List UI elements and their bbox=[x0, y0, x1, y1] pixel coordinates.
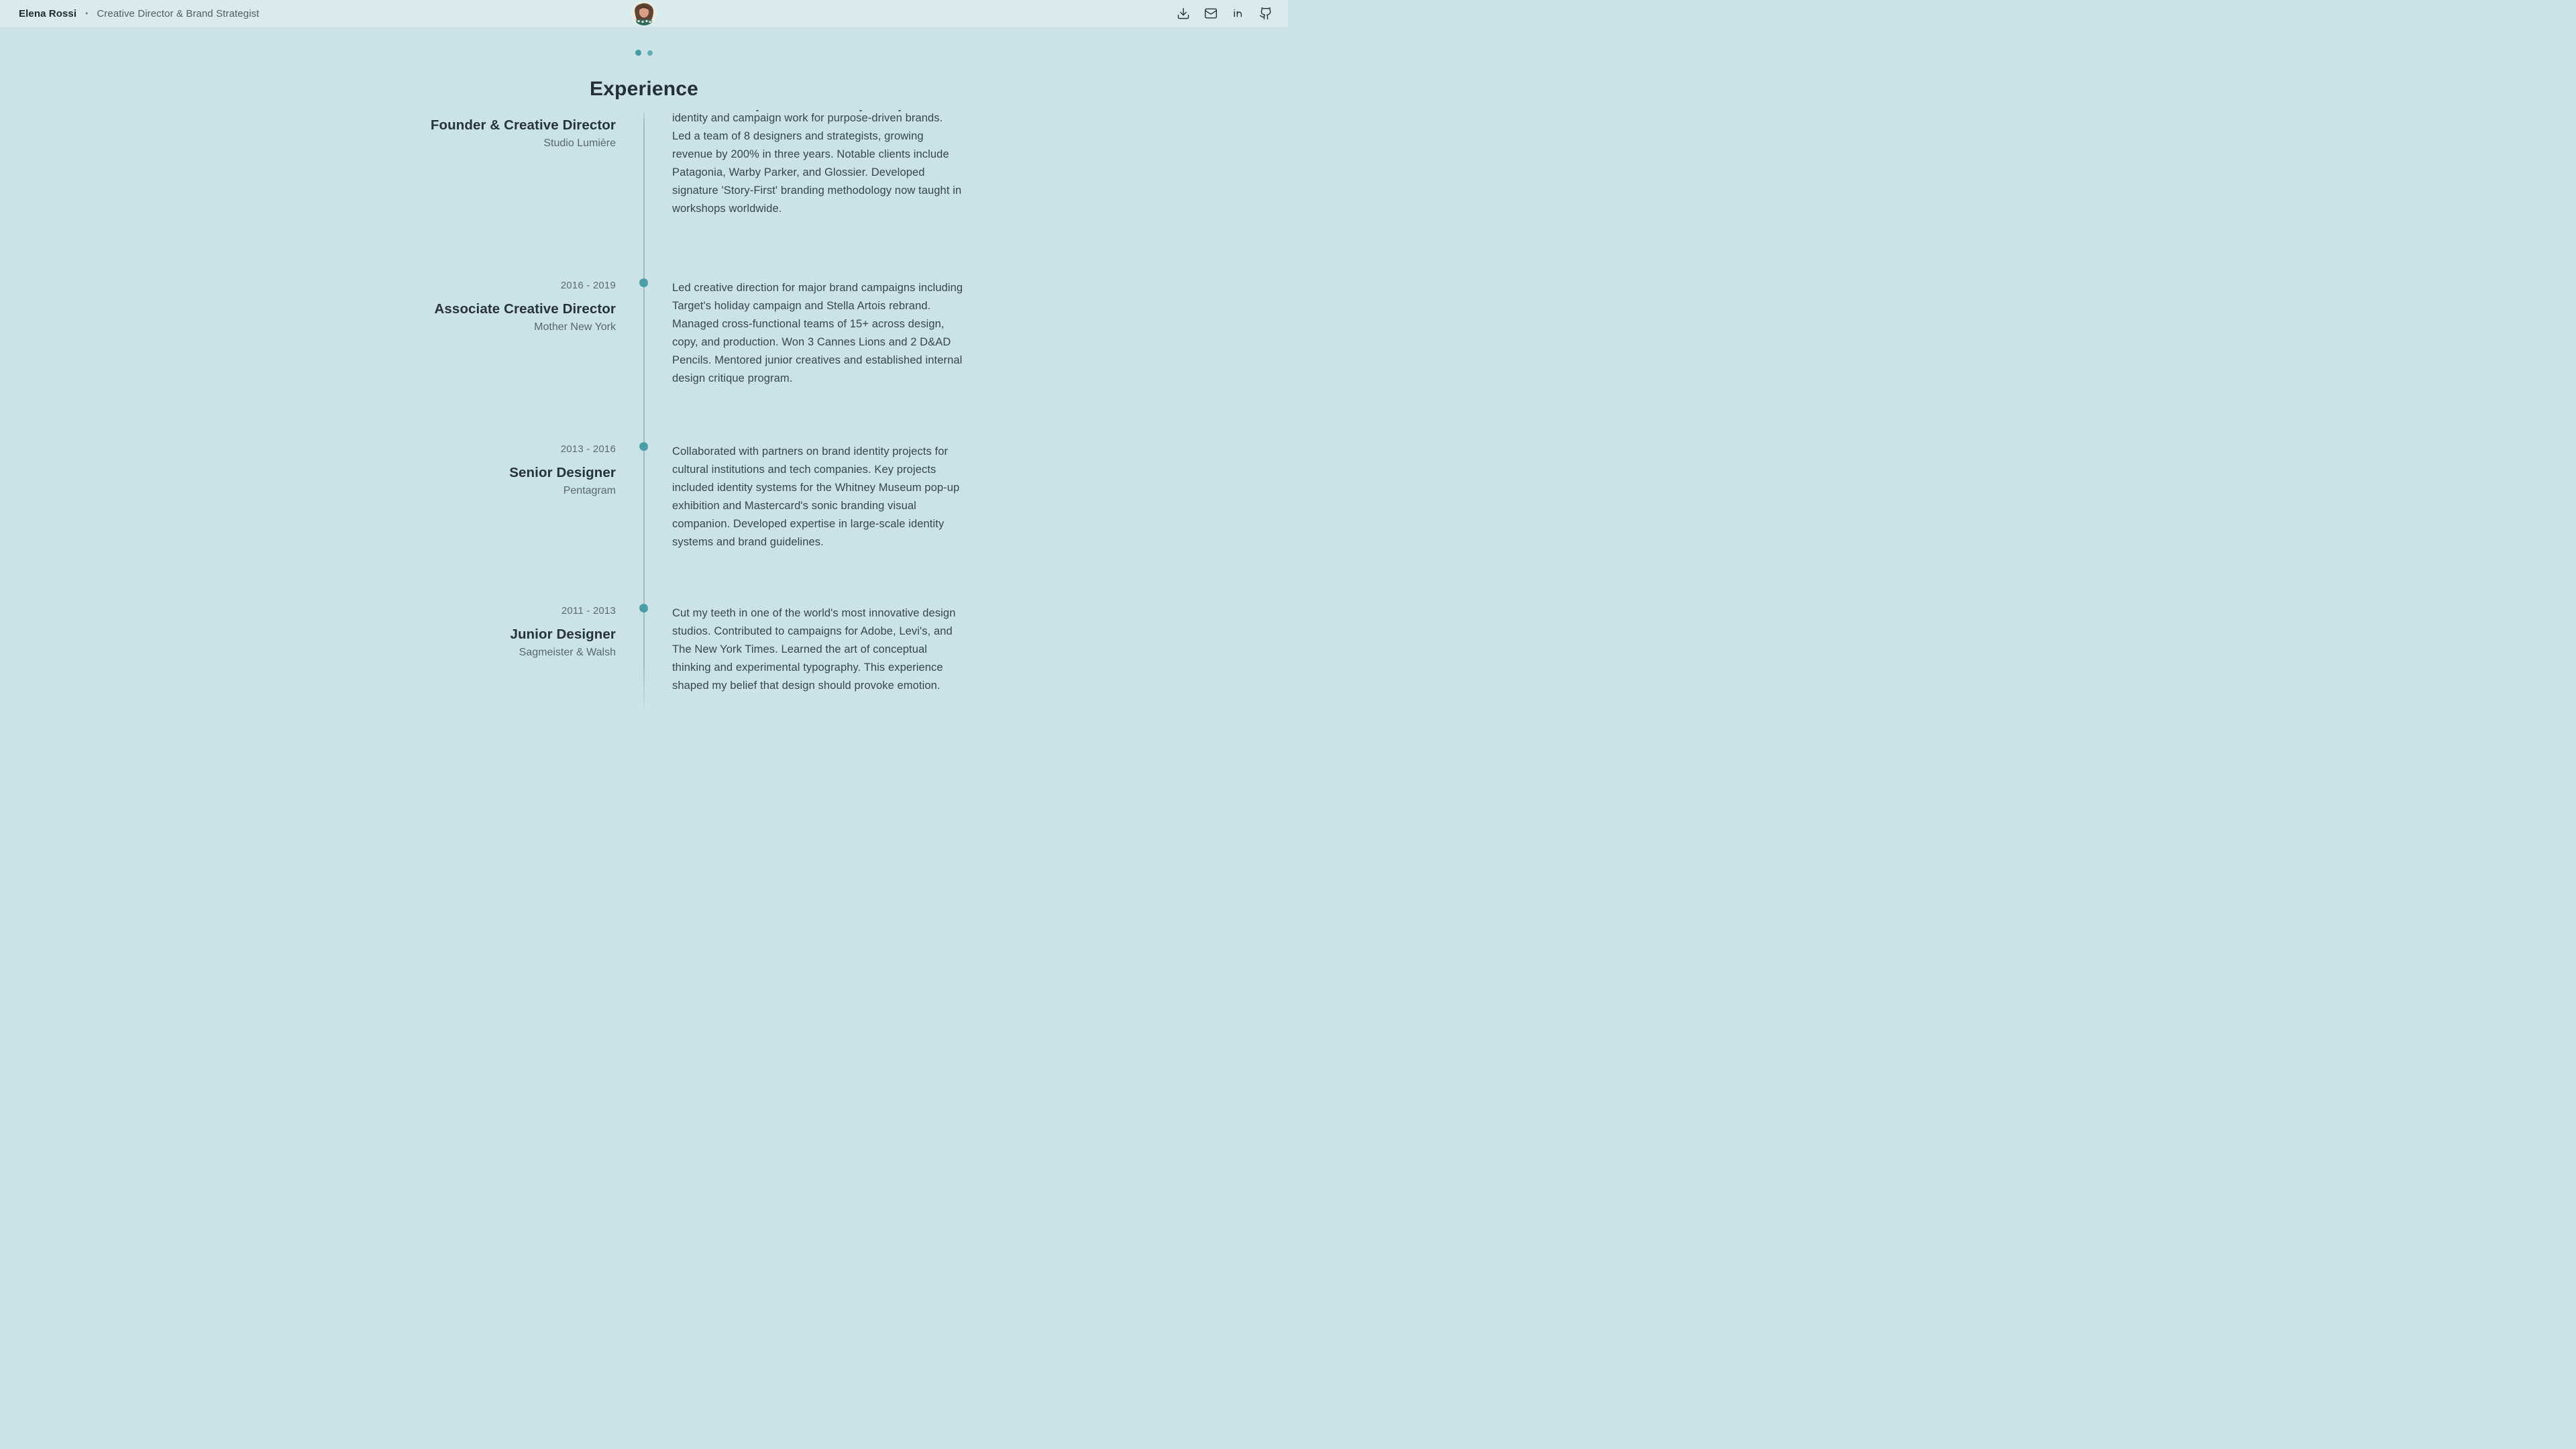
header-actions bbox=[1176, 0, 1273, 27]
github-button[interactable] bbox=[1258, 6, 1273, 21]
entry-meta bbox=[0, 95, 616, 150]
person-role: Creative Director & Brand Strategist bbox=[97, 7, 260, 19]
entry-date: 2011 - 2013 bbox=[561, 605, 616, 616]
github-icon bbox=[1259, 7, 1273, 20]
mail-button[interactable] bbox=[1203, 6, 1218, 21]
resume-page bbox=[0, 0, 1288, 724]
entry-date bbox=[0, 95, 616, 108]
entry-title: Junior Designer bbox=[510, 627, 616, 642]
separator-dot: • bbox=[85, 9, 89, 18]
page-title: Experience bbox=[589, 78, 699, 101]
timeline-dot bbox=[639, 603, 649, 614]
decorative-dot bbox=[647, 50, 653, 56]
header-identity bbox=[0, 8, 259, 19]
section-decoration bbox=[0, 50, 1288, 56]
entry-title: Founder & Creative Director bbox=[430, 117, 616, 133]
person-name: Elena Rossi bbox=[19, 7, 77, 19]
mail-icon bbox=[1204, 7, 1218, 20]
entry-company: Pentagram bbox=[563, 485, 616, 496]
avatar-photo bbox=[633, 2, 656, 25]
download-icon bbox=[1177, 7, 1190, 20]
top-header bbox=[0, 0, 1288, 28]
timeline-dot bbox=[639, 441, 649, 452]
entry-date: 2016 - 2019 bbox=[560, 280, 616, 291]
linkedin-button[interactable] bbox=[1231, 6, 1246, 21]
decorative-dot bbox=[635, 49, 641, 56]
entry-description: Collaborated with partners on brand identity projects for cultural institutions and tech companies. Key projects included identity systems for the Whitney Museum pop-up exhibition and Mastercard's sonic branding visual companion. Developed expertise in large-scale identity systems and brand guidelines. bbox=[672, 445, 960, 548]
entry-description: identity and campaign work for purpose-driven brands. Led a team of 8 designers and strategists, growing revenue by 200% in three years. Notable clients include Patagonia, Warby Parker, and Glossier. Developed signature 'Story-First' branding methodology now taught in workshops worldwide. bbox=[672, 111, 962, 215]
entry-description: Led creative direction for major brand campaigns including Target's holiday campaign and Stella Artois rebrand. Managed cross-functional teams of 15+ across design, copy, and production. Won 3 Cannes Lions and 2 D&AD Pencils. Mentored junior creatives and established internal design critique program. bbox=[672, 282, 963, 384]
entry-company: Mother New York bbox=[534, 321, 616, 333]
download-button[interactable] bbox=[1176, 6, 1191, 21]
entry-date: 2013 - 2016 bbox=[560, 443, 616, 455]
timeline-dot bbox=[639, 278, 649, 288]
entry-title: Senior Designer bbox=[509, 465, 616, 480]
timeline-line bbox=[643, 111, 645, 713]
avatar[interactable] bbox=[633, 2, 656, 25]
entry-title: Associate Creative Director bbox=[434, 301, 616, 317]
entry-meta bbox=[0, 604, 616, 659]
entry-meta bbox=[0, 279, 616, 334]
entry-company: Sagmeister & Walsh bbox=[519, 647, 616, 658]
entry-company: Studio Lumière bbox=[543, 138, 616, 149]
entry-description: Cut my teeth in one of the world's most innovative design studios. Contributed to campaigns for Adobe, Levi's, and The New York Times. Learned the art of conceptual thinking and experimental typography. This experience shaped my belief that design should provoke emotion. bbox=[672, 607, 956, 692]
linkedin-icon bbox=[1232, 7, 1245, 20]
entry-meta bbox=[0, 443, 616, 498]
